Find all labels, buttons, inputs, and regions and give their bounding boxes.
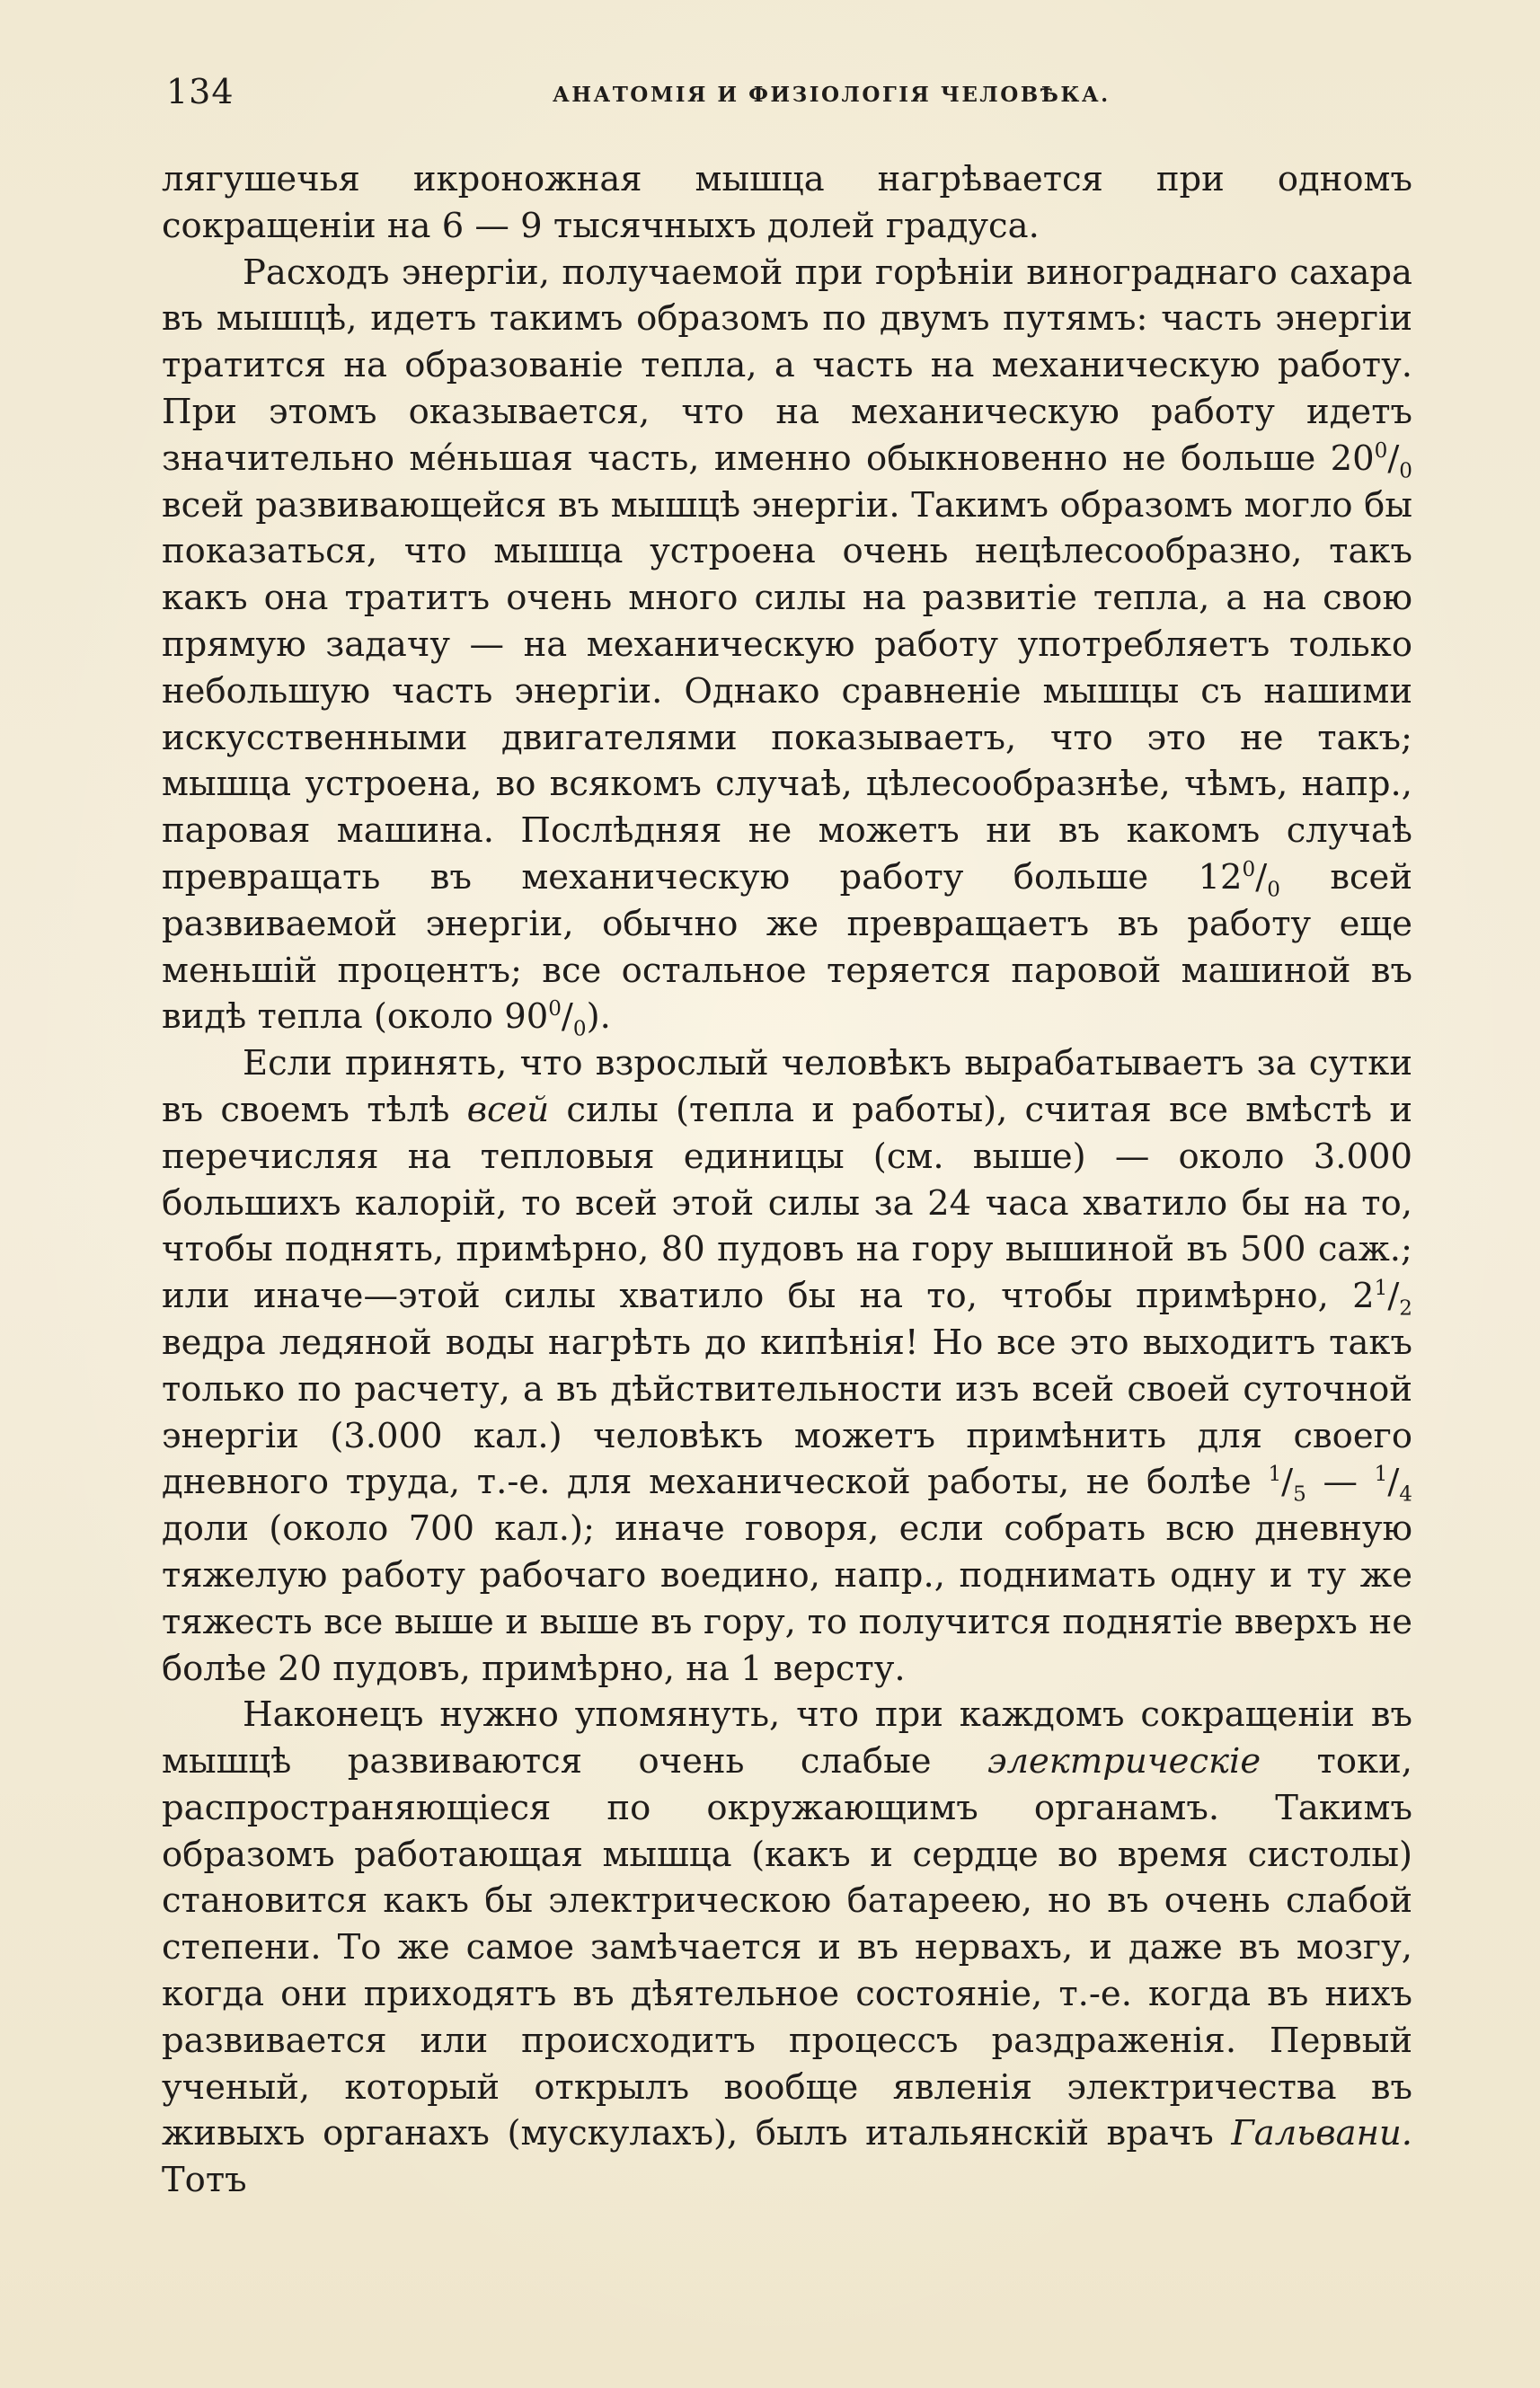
text-segment: всей xyxy=(466,1089,550,1130)
text-segment: 0 xyxy=(1242,858,1256,882)
text-segment: 0 xyxy=(1374,438,1388,463)
paragraph xyxy=(162,250,1412,1041)
text-segment: ведра ледяной воды нагрѣть до кипѣнія! Но все это выходитъ такъ только по расчету, а въ дѣйствительности изъ всей своей суточной энергіи (3.000 кал.) человѣкъ можетъ примѣнить для своего дневного труда, т.-е. для механической работы, не болѣе xyxy=(162,1322,1412,1503)
text-segment: 0 xyxy=(548,997,562,1022)
text-segment: / xyxy=(1387,1462,1400,1503)
text-segment: 5 xyxy=(1293,1483,1306,1507)
text-segment: / xyxy=(1387,438,1400,479)
text-segment: Если принять, что взрослый человѣкъ вырабатываетъ за сутки въ своемъ тѣлѣ xyxy=(162,1043,1412,1130)
paragraph xyxy=(162,1040,1412,1692)
text-segment: 1 xyxy=(1374,1277,1388,1301)
text-segment: Тотъ xyxy=(162,2160,247,2201)
text-segment: всей развивающейся въ мышцѣ энергіи. Такимъ образомъ могло бы показаться, что мышца устроена очень нецѣлесообразно, такъ какъ она тратитъ очень много силы на развитіе тепла, а на свою прямую задачу — на механическую работу употребляетъ только небольшую часть энергіи. Однако сравненіе мышцы съ нашими искусственными двигателями показываетъ, что это не такъ; мышца устроена, во всякомъ случаѣ, цѣлесообразнѣе, чѣмъ, напр., паровая машина. Послѣдняя не можетъ ни въ какомъ случаѣ превращать въ механическую работу больше 12 xyxy=(162,484,1412,898)
page-header xyxy=(166,66,1411,117)
text-segment: токи, распространяющіеся по окружающимъ органамъ. Такимъ образомъ работающая мышца (какъ и сердце во время систолы) становится какъ бы электрическою батареею, но въ очень слабой степени. То же самое замѣчается и въ нервахъ, и даже въ мозгу, когда они приходятъ въ дѣятельное состояніе, т.-е. когда въ нихъ развивается или происходитъ процессъ раздраженія. Первый ученый, который открылъ вообще явленія электричества въ живыхъ органахъ (мускулахъ), былъ итальянскій врачъ xyxy=(162,1741,1412,2154)
page-number: 134 xyxy=(166,72,235,111)
text-segment: 2 xyxy=(1399,1296,1412,1321)
text-segment: 0 xyxy=(1399,459,1412,483)
text-segment: Наконецъ нужно упомянуть, что при каждомъ сокращеніи въ мышцѣ развиваются очень слабые xyxy=(162,1694,1412,1782)
text-segment: 1 xyxy=(1268,1463,1282,1487)
text-segment: 0 xyxy=(1267,878,1280,902)
text-segment: 1 xyxy=(1374,1463,1388,1487)
text-segment: ). xyxy=(586,996,611,1038)
text-segment: доли (около 700 кал.); иначе говоря, если собрать всю дневную тяжелую работу рабочаго воедино, напр., поднимать одну и ту же тяжесть все выше и выше въ гору, то получится поднятіе вверхъ не болѣе 20 пудовъ, примѣрно, на 1 версту. xyxy=(162,1508,1412,1689)
body-text xyxy=(162,156,1412,2204)
text-segment: Расходъ энергіи, получаемой при горѣніи винограднаго сахара въ мышцѣ, идетъ такимъ образомъ по двумъ путямъ: часть энергіи тратится на образованіе тепла, а часть на механическую работу. При этомъ оказывается, что на механическую работу идетъ значительно ме́ньшая часть, именно обыкновенно не больше 20 xyxy=(162,252,1412,479)
running-head: АНАТОМІЯ И ФИЗІОЛОГІЯ ЧЕЛОВѢКА. xyxy=(553,83,1111,107)
paragraph xyxy=(162,156,1412,250)
paragraph xyxy=(162,1692,1412,2204)
text-segment: Гальвани. xyxy=(1231,2113,1412,2154)
text-segment: / xyxy=(1281,1462,1294,1503)
text-segment: силы (тепла и работы), считая все вмѣстѣ и перечисляя на тепловыя единицы (см. выше) — около 3.000 большихъ калорій, то всей этой силы за 24 часа хватило бы на то, чтобы поднять, примѣрно, 80 пудовъ на гору вышиной въ 500 саж.; или иначе—этой силы хватило бы на то, чтобы примѣрно, 2 xyxy=(162,1089,1412,1317)
text-segment: — xyxy=(1305,1462,1375,1503)
text-segment: лягушечья икроножная мышца нагрѣвается при одномъ сокращеніи на 6 — 9 тысячныхъ долей градуса. xyxy=(162,159,1412,246)
text-segment: 4 xyxy=(1399,1483,1412,1507)
text-segment: всей развиваемой энергіи, обычно же превращаетъ въ работу еще меньшій процентъ; все остальное теряется паровой машиной въ видѣ тепла (около 90 xyxy=(162,856,1413,1038)
text-segment: / xyxy=(1255,856,1268,898)
text-segment: / xyxy=(561,996,573,1038)
text-segment: электрическіе xyxy=(987,1741,1261,1782)
text-segment: 0 xyxy=(572,1018,587,1042)
text-segment: / xyxy=(1387,1276,1400,1317)
